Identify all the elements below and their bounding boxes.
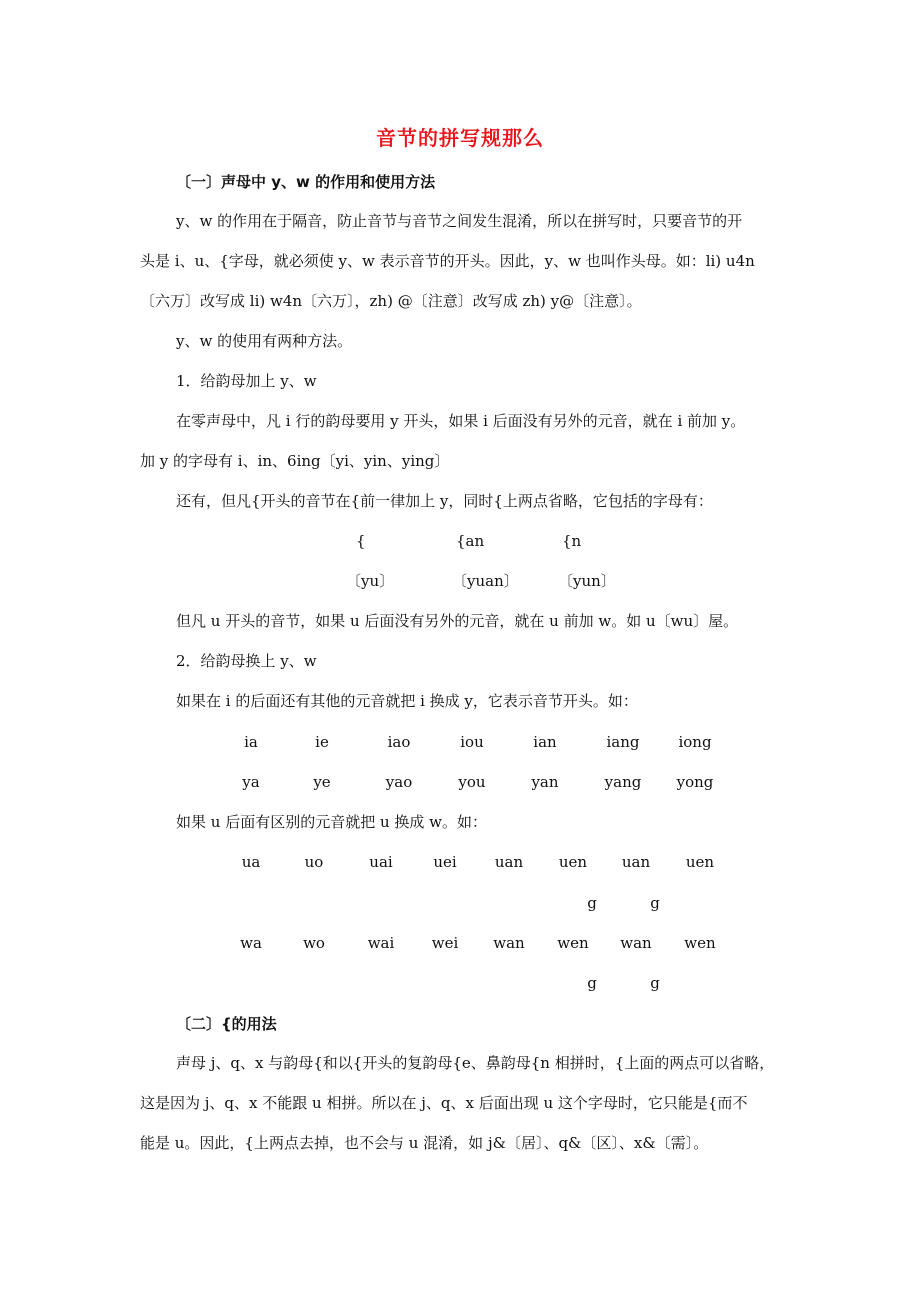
table-cell: 〔yun〕 xyxy=(558,572,616,590)
table-cell: 〔yu〕 xyxy=(346,572,395,590)
table-cell: yang xyxy=(604,773,642,791)
table-cell: g xyxy=(587,974,597,992)
table-cell: uan xyxy=(494,853,524,871)
table-cell: wen xyxy=(557,934,589,952)
table-cell: {an xyxy=(456,532,485,550)
table-cell: iong xyxy=(678,733,712,751)
table-cell: uan xyxy=(621,853,651,871)
paragraph-line: 如果 u 后面有区别的元音就把 u 换成 w。如： xyxy=(176,813,488,831)
table-cell: 〔yuan〕 xyxy=(452,572,519,590)
paragraph-line: 这是因为 j、q、x 不能跟 u 相拼。所以在 j、q、x 后面出现 u 这个字母时，它只能是{而不 xyxy=(140,1094,748,1112)
subheading: 2．给韵母换上 y、w xyxy=(176,652,317,670)
table-cell: yan xyxy=(531,773,559,791)
paragraph-line: 如果在 i 的后面还有其他的元音就把 i 换成 y，它表示音节开头。如： xyxy=(176,692,638,710)
table-cell: ia xyxy=(244,733,258,751)
table-cell: ye xyxy=(313,773,331,791)
page-title: 音节的拼写规那么 xyxy=(376,126,544,150)
table-cell: iou xyxy=(460,733,484,751)
table-cell: wen xyxy=(684,934,716,952)
table-cell: uai xyxy=(369,853,393,871)
paragraph-line: y、w 的作用在于隔音，防止音节与音节之间发生混淆，所以在拼写时，只要音节的开 xyxy=(176,212,743,230)
paragraph-line: 声母 j、q、x 与韵母{和以{开头的复韵母{e、鼻韵母{n 相拼时，{上面的两点可以省略， xyxy=(176,1054,775,1072)
table-cell: wai xyxy=(367,934,395,952)
table-cell: iao xyxy=(387,733,411,751)
table-cell: g xyxy=(587,894,597,912)
table-cell: you xyxy=(458,773,486,791)
section-heading: 〔一〕声母中 y、w 的作用和使用方法 xyxy=(176,173,436,191)
paragraph-line: y、w 的使用有两种方法。 xyxy=(176,332,353,350)
table-cell: g xyxy=(650,974,660,992)
table-cell: yao xyxy=(385,773,413,791)
table-cell: {n xyxy=(562,532,582,550)
paragraph-line: 加 y 的字母有 i、in、6ing〔yi、yin、ying〕 xyxy=(140,452,450,470)
table-cell: wan xyxy=(493,934,525,952)
section-heading: 〔二〕{的用法 xyxy=(176,1015,277,1033)
table-cell: uo xyxy=(304,853,324,871)
table-cell: wan xyxy=(620,934,652,952)
table-cell: uen xyxy=(685,853,715,871)
table-cell: wo xyxy=(303,934,325,952)
paragraph-line: 在零声母中，凡 i 行的韵母要用 y 开头，如果 i 后面没有另外的元音，就在 i 前加 y。 xyxy=(176,412,746,430)
table-cell: wa xyxy=(240,934,262,952)
subheading: 1．给韵母加上 y、w xyxy=(176,372,317,390)
table-cell: ua xyxy=(241,853,261,871)
table-cell: iang xyxy=(606,733,640,751)
paragraph-line: 〔六万〕改写成 li) w4n〔六万〕，zh) @〔注意〕改写成 zh) y@〔注意〕。 xyxy=(140,292,642,310)
table-cell: ie xyxy=(315,733,329,751)
paragraph-line: 头是 i、u、{字母，就必须使 y、w 表示音节的开头。因此，y、w 也叫作头母。如：li) u4n xyxy=(140,252,755,270)
table-cell: uen xyxy=(558,853,588,871)
paragraph-line: 还有，但凡{开头的音节在{前一律加上 y，同时{上两点省略，它包括的字母有： xyxy=(176,492,713,510)
table-cell: { xyxy=(356,532,366,550)
table-cell: g xyxy=(650,894,660,912)
table-cell: ian xyxy=(533,733,557,751)
table-cell: ya xyxy=(242,773,260,791)
paragraph-line: 但凡 u 开头的音节，如果 u 后面没有另外的元音，就在 u 前加 w。如 u〔wu〕屋。 xyxy=(176,612,739,630)
paragraph-line: 能是 u。因此，{上两点去掉，也不会与 u 混淆，如 j&〔居〕、q&〔区〕、x&〔需〕。 xyxy=(140,1134,709,1152)
table-cell: uei xyxy=(433,853,457,871)
table-cell: wei xyxy=(431,934,459,952)
table-cell: yong xyxy=(676,773,714,791)
